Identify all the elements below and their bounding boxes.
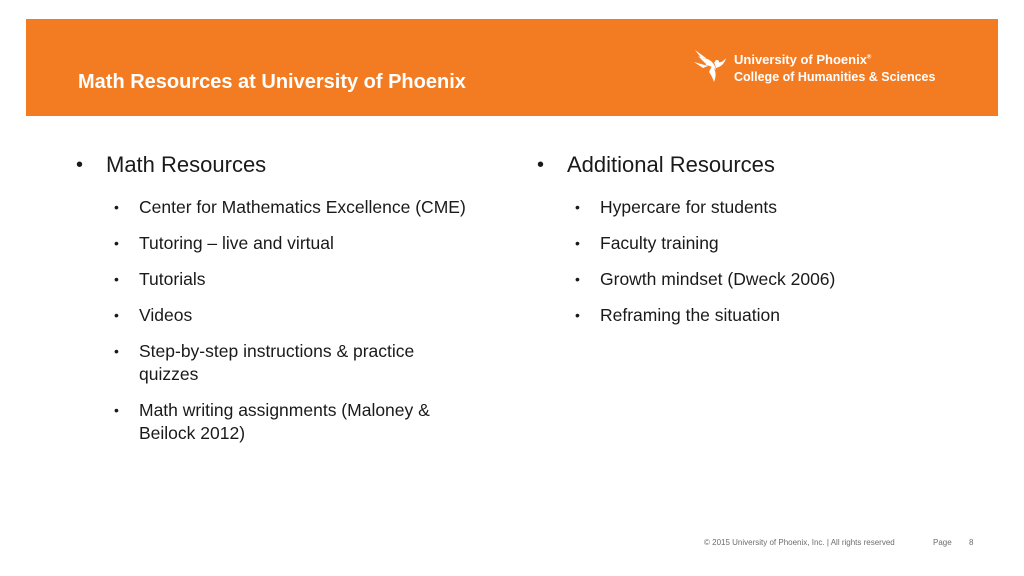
left-column — [76, 152, 496, 458]
list-item — [76, 196, 496, 219]
list-item-text: Math writing assignments (Maloney & Beilock 2012) — [139, 400, 430, 443]
left-resource-list — [76, 196, 496, 445]
left-heading — [76, 152, 496, 186]
phoenix-bird-icon — [692, 48, 730, 84]
bullet-icon: • — [575, 235, 580, 251]
logo-college-name: College of Humanities & Sciences — [734, 70, 936, 84]
right-heading-text: Additional Resources — [567, 152, 775, 177]
list-item — [537, 196, 957, 219]
page-label: Page — [933, 538, 952, 547]
university-logo — [692, 48, 982, 88]
list-item — [537, 304, 957, 327]
copyright-text: © 2015 University of Phoenix, Inc. | All rights reserved — [704, 538, 895, 547]
registered-mark: ® — [866, 54, 872, 61]
list-item-text: Step-by-step instructions & practice quizzes — [139, 341, 415, 384]
right-heading — [537, 152, 957, 186]
list-item — [76, 232, 496, 255]
page-number: 8 — [969, 538, 974, 547]
list-item — [537, 232, 957, 255]
bullet-icon: • — [114, 199, 119, 215]
list-item — [76, 399, 496, 445]
bullet-icon: • — [114, 343, 119, 359]
list-item-text: Growth mindset (Dweck 2006) — [600, 269, 836, 289]
list-item-text: Center for Mathematics Excellence (CME) — [139, 197, 466, 217]
bullet-icon: • — [575, 271, 580, 287]
bullet-icon: • — [114, 402, 119, 418]
bullet-icon: • — [575, 199, 580, 215]
right-resource-list — [537, 196, 957, 327]
list-item-text: Tutorials — [139, 269, 206, 289]
list-item — [76, 304, 496, 327]
list-item-text: Reframing the situation — [600, 305, 780, 325]
bullet-icon: • — [537, 154, 545, 176]
right-column — [537, 152, 957, 340]
list-item-text: Hypercare for students — [600, 197, 778, 217]
list-item-text: Faculty training — [600, 233, 719, 253]
list-item — [76, 268, 496, 291]
list-item — [76, 340, 496, 386]
list-item — [537, 268, 957, 291]
bullet-icon: • — [114, 271, 119, 287]
bullet-icon: • — [76, 154, 84, 176]
list-item-text: Tutoring – live and virtual — [139, 233, 334, 253]
footer — [704, 538, 974, 547]
bullet-icon: • — [114, 235, 119, 251]
bullet-icon: • — [114, 307, 119, 323]
slide-title: Math Resources at University of Phoenix — [78, 71, 466, 93]
list-item-text: Videos — [139, 305, 193, 325]
logo-university-name: University of Phoenix® — [734, 52, 872, 67]
left-heading-text: Math Resources — [106, 152, 267, 177]
bullet-icon: • — [575, 307, 580, 323]
